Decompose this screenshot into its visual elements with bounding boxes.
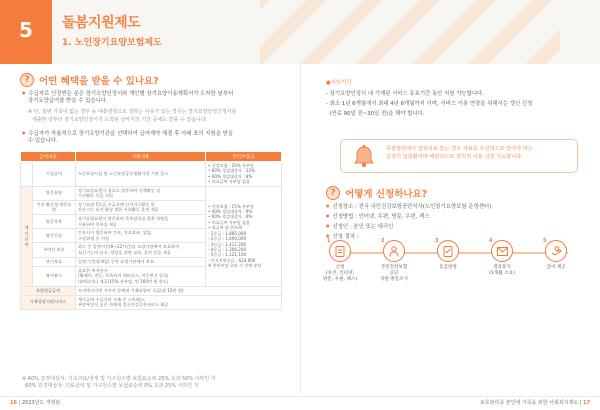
flow-step-label: 결과통지 (1개월 소요) (489, 265, 515, 276)
flow-step-label: 신청 (유선, 인터넷, 방문, 우편, 팩스) (322, 265, 358, 282)
question-icon: ? (20, 73, 34, 87)
row-content: 도서벽지지역 거주자 등에게 가족요양비 지급(월 15만 원) (76, 286, 282, 295)
footer-right: 보호관리종 본인에 가족을 위한 사회복지제도 | 17 (480, 400, 590, 406)
flow-step-apply (322, 240, 358, 283)
chapter-subtitle: 1. 노인장기요양보험제도 (62, 38, 162, 48)
benefit-bullet-1a: ● 수급자로 인정받은 분은 장기요양인정서와 개인별 장기요양이용계획서가 도착한 날부터 (22, 88, 233, 99)
flow-step-label: 국민건강보험 공단 직원 방문조사 (379, 265, 409, 282)
flow-step-visit (376, 240, 412, 283)
notice-text: 종합병원에서 입원치료 받는 경우 치료를 우선적으로 받아야 하는 급성기 입원환자에 해당하므로 원칙적 이용 신청 가능합니다. (386, 146, 533, 160)
chapter-title: 돌봄지원제도 (62, 15, 141, 31)
benefit-note-1b: 제출한 날부터 장기요양인정서가 도착된 날까지의 기간 중에도 받을 수 있습니다. (32, 117, 208, 123)
flow-step-benefit (538, 240, 574, 271)
support-line-1: - 장기요양인정서 내 기재된 서비스 유효기간 동안 지원 가능합니다. (326, 91, 484, 97)
row-label: 방문목욕 (33, 215, 76, 229)
row-content: 하루 중 일정시간(6~12시간)을 요양기관에서 보호하여 심신기능의 유지, 향상을 위한 교육, 훈련 등을 제공 (76, 243, 206, 257)
support-line-3: (만료 90일 전~30일 전)을 해야 합니다. (326, 111, 425, 117)
row-label: 주야간 보호 (33, 243, 76, 257)
benefit-note-1a: ※ 단, 질병 가족이 없는 경우 등 대통령령으로 정하는 사유가 있는 경우는 장기요양인정신청서를 (28, 109, 237, 115)
apply-heading (326, 186, 427, 200)
table-row (21, 295, 282, 309)
row-content: 노인요양시설 및 노인요양공동생활가정 기관 입소 (76, 162, 206, 187)
row-label: 방문요양 (33, 186, 76, 200)
flow-step-label: 급여 제공 (546, 265, 566, 270)
benefit-bullet-1b: 장기요양급여를 받을 수 있습니다. (28, 98, 108, 104)
row-content: 일정기간(월 9일) 동안 요양기관에서 보호 (76, 257, 206, 266)
row-label: 단기보호 (33, 257, 76, 266)
row-benefit: • 건강보험 : 15% 자부담 • 40% 경감대상자 : 9% • 60% 경감대상자 : 6% • 의료급여 자부담 없음 • 월급여 월 한도액 - 1등급 : 1,885,000 - 2등급 : 1,690,000 - 3등급 : 1,417,200 - 4등급 : 1,306,200 - 5등급 : 1,121,100 - 인지지원등급 : 624,600 ※ 본인부담 초과 시 전액 부담 (206, 186, 282, 286)
apply-heading-text: 어떻게 신청하나요? (345, 189, 428, 200)
table-row (21, 162, 282, 187)
application-flow (322, 240, 584, 300)
hands-icon: 5 (545, 240, 567, 262)
col-header-content: 지원내용 (76, 152, 206, 162)
header-band (0, 0, 600, 64)
row-content: 간호사가 방문하여 간호, 진료보조, 상담, 구강위생 등 지원 (76, 229, 206, 243)
row-content: 장기요양 5등급 수급자에 인지자극활동 및 잔존기능 유지·향상 위한 사회활동 훈련 제공 (76, 200, 206, 214)
apply-item-applicant: ● 신청인 : 본인 또는 대리인 (326, 221, 393, 232)
home-care-label: 재가급여 (21, 186, 33, 286)
question-icon: ? (326, 186, 340, 200)
table-row (21, 286, 282, 295)
page-number-right: 17 (583, 400, 590, 406)
row-label: 특별현금급여 (21, 286, 76, 295)
row-benefit: • 건강보험 : 20% 자부담 • 60% 경감대상자 : 12% • 60% 경감대상자 : 8% • 의료급여 자부담 없음 (206, 162, 282, 187)
benefit-bullet-2a: ● 수급자가 자율적으로 장기요양기관을 선택하여 급여계약 체결 후 아래 표의 지원을 받을 (22, 128, 233, 139)
bell-icon (353, 144, 375, 168)
benefits-table (20, 151, 282, 310)
chapter-number: 5 (19, 18, 33, 42)
apply-item-place: ● 신청장소 : 전국 국민건강보험공단지사(노인장기요양보험 운영센터) (326, 201, 491, 212)
page-divider (300, 64, 301, 394)
footer-book-title: 보호관리종 본인에 가족을 위한 사회복지제도 (480, 400, 579, 406)
table-footnote: ※ 40% 감경대상자: 기초의료/생계 및 가구원수별 보험료순위 25% 초과 50% 이하인 자 60% 감경대상자: 의료급여 및 가구원수별 보험료순위 0% 초과 25% 이하인 자 (22, 376, 216, 389)
benefits-heading-text: 어떤 혜택을 받을 수 있나요? (39, 76, 159, 87)
page-number-left: 16 (10, 400, 17, 406)
row-label: 인지 활동형 방문요양 (33, 200, 76, 214)
row-content: 장기요양요원이 방문하여 목욕설비를 갖춘 차량을 이용하여 목욕을 제공 (76, 215, 206, 229)
person-icon: 2 (383, 240, 405, 262)
flow-step-notify (484, 240, 520, 277)
row-label: 가족상담지원서비스 (21, 295, 76, 309)
row-content: 장기요양요원이 집으로 방문하여 신체활동 및 가사활동 등을 지원 (76, 186, 206, 200)
footer-divider (0, 396, 600, 397)
document-icon: 1 (329, 240, 351, 262)
row-label: 복지용구 (33, 266, 76, 286)
footer-edition: 2023년도 개정판 (21, 400, 61, 406)
benefits-heading (20, 73, 159, 87)
table-row (21, 186, 282, 200)
apply-item-procedure: ● 신청 절차 : (326, 231, 359, 242)
flow-step-label: 등급판정 (439, 265, 457, 270)
benefit-bullet-2b: 수 있습니다. (28, 138, 58, 144)
col-header-copay: 본인부담금 (206, 152, 282, 162)
col-header-benefit: 급여내용 (21, 152, 76, 162)
decorative-stripes (260, 0, 560, 64)
row-content: 재가급여 수급자의 가족 중 스트레스, 부양부담이 높은 자에게 정신건강증진서비스 제공 (76, 295, 282, 309)
row-label: 시설급여 (33, 162, 76, 187)
flow-step-grade (430, 240, 466, 271)
row-content: 필요한 복지용구 (휠체어, 전동, 목욕의자 매트리스, 이동변기 등)를 대여하거나 제공(15% 자부담, 연 160만 원 한도) (76, 266, 206, 286)
support-period-label: ●지원기간 (326, 80, 352, 86)
checklist-icon: 3 (437, 240, 459, 262)
support-line-2: - 최소 1년 6개월에서 최대 4년 6개월까지 이며, 서비스 이용 연장을 위해서는 갱신 신청 (326, 101, 533, 107)
row-label: 방문간호 (33, 229, 76, 243)
envelope-icon: 4 (491, 240, 513, 262)
apply-item-method: ● 신청방법 : 인터넷, 우편, 방문, 우편, 팩스 (326, 211, 430, 222)
footer-left: 16 | 2023년도 개정판 (10, 400, 61, 406)
